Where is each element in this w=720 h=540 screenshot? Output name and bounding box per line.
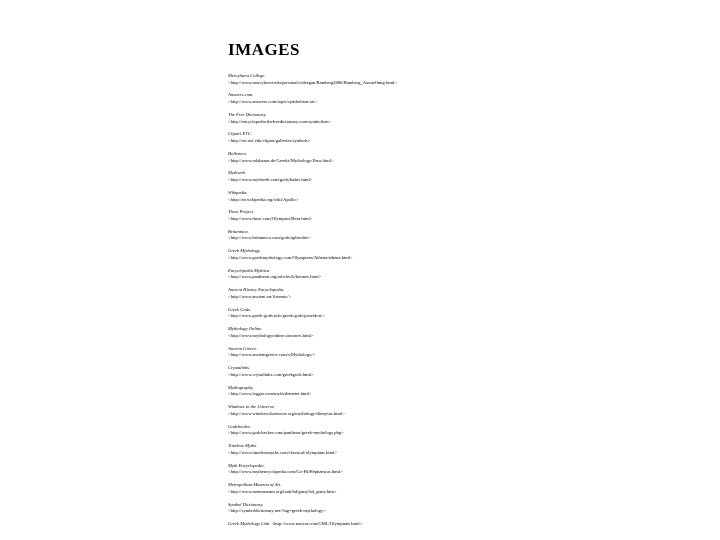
reference-entry — [228, 151, 668, 164]
reference-entry — [228, 404, 668, 417]
reference-url[interactable]: <http://www.greek-gods.info/greek-gods/poseidon/> — [228, 313, 325, 319]
reference-title: Greek Mythology Link. — [228, 521, 271, 527]
reference-title: Timeless Myths. — [228, 443, 258, 449]
reference-entry — [228, 268, 668, 281]
reference-url[interactable]: <http://www.pantheon.org/articles/h/hermes.html> — [228, 274, 322, 280]
reference-title: Greek Gods. — [228, 306, 252, 312]
reference-entry — [228, 131, 668, 144]
reference-title: Myth Encyclopedia. — [228, 462, 265, 468]
reference-title: Clipart ETC. — [228, 131, 252, 137]
reference-entry-final — [228, 521, 668, 528]
reference-list — [228, 73, 668, 528]
reference-url[interactable]: <http://www.mythologyonline.com/ares.html> — [228, 332, 314, 338]
reference-url[interactable]: <http://www.britannica.com/gods/aphrodite> — [228, 235, 311, 241]
reference-title: Britannica. — [228, 228, 249, 234]
reference-title: Mythography. — [228, 384, 254, 390]
reference-url[interactable]: <http://www.maicar.com/GML/Olympians.html> — [271, 521, 363, 527]
reference-title: Wikipedia. — [228, 189, 248, 195]
reference-title: Crystalinks. — [228, 365, 251, 371]
reference-url[interactable]: <http://www.godchecker.com/pantheon/greek-mythology.php> — [228, 430, 344, 436]
reference-url[interactable]: <http://www.windows2universe.org/mythology/dionysus.html> — [228, 410, 345, 416]
reference-title: Mercyhurst College. — [228, 73, 266, 78]
reference-title: Hellenica. — [228, 150, 248, 156]
reference-url[interactable]: <http://www.greekmythology.com/Olympians/Athena/athena.html> — [228, 254, 353, 260]
reference-entry — [228, 463, 668, 476]
reference-entry — [228, 73, 668, 86]
reference-title: Encyclopedia Mythica. — [228, 267, 271, 273]
reference-title: Symbol Dictionary. — [228, 501, 264, 507]
reference-url[interactable]: <http://www.timelessmyths.com/classical/olympians.html> — [228, 449, 338, 455]
reference-title: Metropolitan Museum of Art. — [228, 482, 282, 488]
reference-entry — [228, 229, 668, 242]
reference-url[interactable]: <http://www.crystalinks.com/greekgods.html> — [228, 371, 314, 377]
reference-title: Windows to the Universe. — [228, 404, 275, 410]
reference-title: Mythweb. — [228, 170, 246, 176]
reference-entry — [228, 112, 668, 125]
reference-title: Mythology Online. — [228, 326, 263, 332]
reference-url[interactable]: <http://www.metmuseum.org/toah/hd/grmy/hd_grmy.htm> — [228, 488, 337, 494]
reference-entry — [228, 443, 668, 456]
reference-entry — [228, 307, 668, 320]
reference-title: Ancient Greece. — [228, 345, 258, 351]
reference-url[interactable]: <http://www.mlahanas.de/Greeks/Mythology/Zeus.html> — [228, 157, 334, 163]
reference-entry — [228, 502, 668, 515]
reference-url[interactable]: <http://en.wikipedia.org/wiki/Apollo> — [228, 196, 299, 202]
reference-entry — [228, 365, 668, 378]
page-title: IMAGES — [228, 40, 300, 59]
reference-title: Theoi Project. — [228, 209, 255, 215]
reference-url[interactable]: <http://www.answers.com/topic/symbolism-art> — [228, 99, 318, 105]
reference-title: Answers.com. — [228, 92, 254, 98]
reference-entry — [228, 385, 668, 398]
reference-url[interactable]: <http://www.mythweb.com/gods/hades.html> — [228, 177, 313, 183]
reference-title: Ancient History Encyclopedia. — [228, 287, 285, 293]
reference-entry — [228, 424, 668, 437]
reference-entry — [228, 170, 668, 183]
reference-entry — [228, 346, 668, 359]
document-page — [228, 40, 668, 530]
reference-url[interactable]: <http://encyclopedia.thefreedictionary.com/symbolism> — [228, 118, 332, 124]
reference-entry — [228, 287, 668, 300]
reference-url[interactable]: <http://www.loggia.com/myth/demeter.html> — [228, 391, 312, 397]
reference-title: Greek Mythology. — [228, 248, 261, 254]
reference-entry — [228, 190, 668, 203]
reference-entry — [228, 248, 668, 261]
reference-title: Godchecker. — [228, 423, 251, 429]
reference-entry — [228, 209, 668, 222]
reference-entry — [228, 92, 668, 105]
reference-url[interactable]: <http://www.ancientgreece.com/s/Mythology/> — [228, 352, 316, 358]
reference-url[interactable]: <http://www.mercyhurst.edu/personal/wdeegan/Bamberg2006/Bamberg_Ausstellung.html> — [228, 79, 397, 85]
reference-url[interactable]: <http://www.ancient.eu/Artemis/> — [228, 293, 292, 299]
reference-url[interactable]: <http://www.theoi.com/Olympios/Hera.html> — [228, 215, 313, 221]
reference-url[interactable]: <http://etc.usf.edu/clipart/galleries/symbols> — [228, 138, 311, 144]
reference-url[interactable]: <http://www.mythencyclopedia.com/Go-Hi/Hephaestus.html> — [228, 469, 343, 475]
reference-title: The Free Dictionary. — [228, 111, 267, 117]
reference-entry — [228, 482, 668, 495]
reference-url[interactable]: <http://symboldictionary.net/?tag=greek-mythology> — [228, 508, 326, 514]
reference-entry — [228, 326, 668, 339]
